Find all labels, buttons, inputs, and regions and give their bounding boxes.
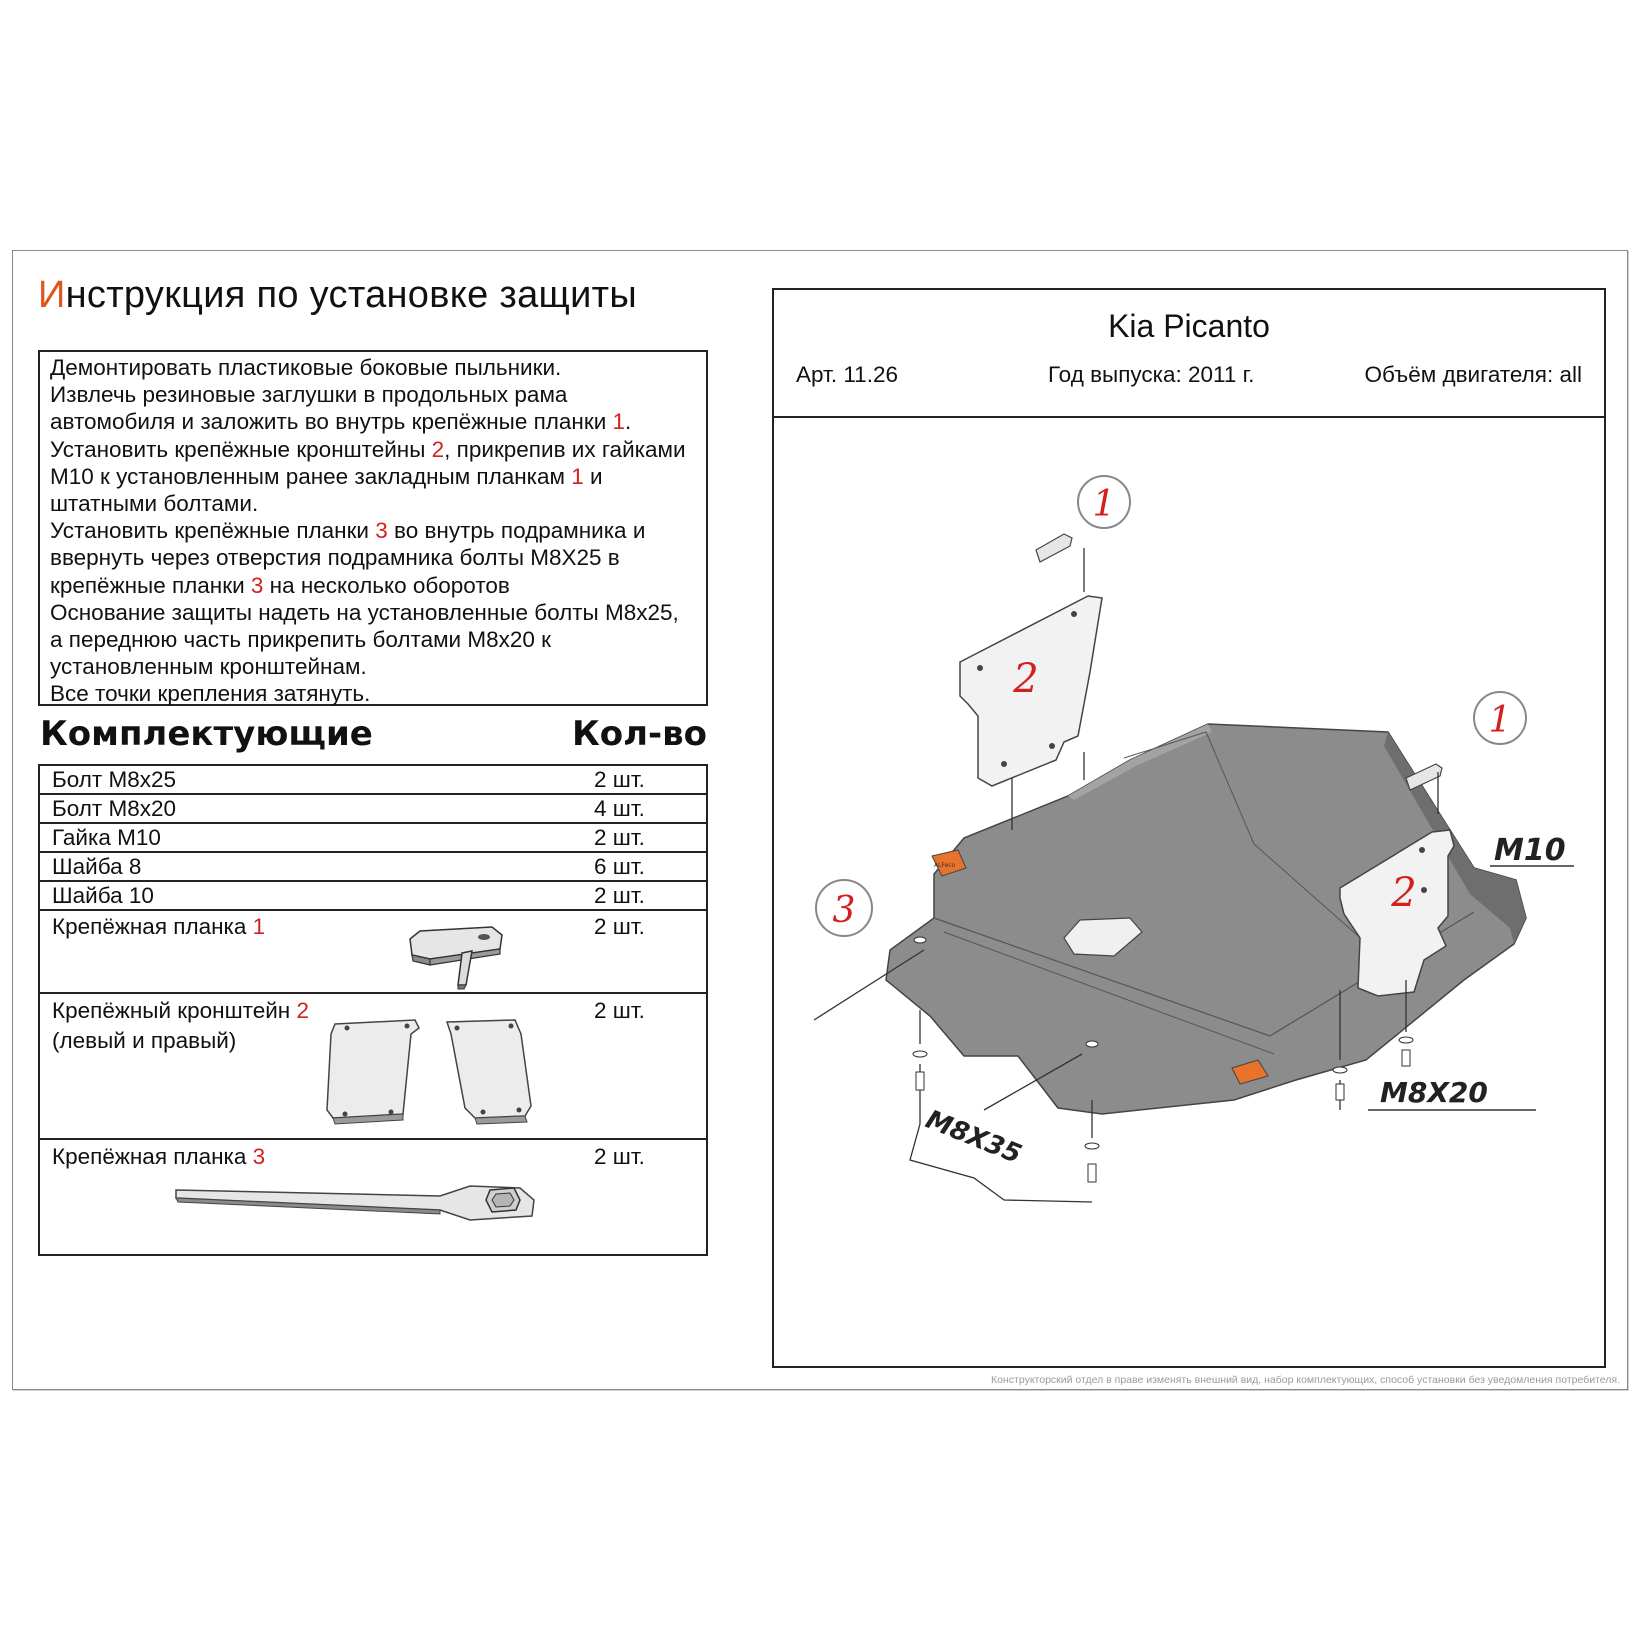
instructions-box (38, 350, 708, 706)
item-qty: 2 шт. (594, 914, 645, 939)
item-name: Крепёжная планка 3 (52, 1144, 266, 1169)
instruction-line: Установить крепёжные планки 3 во внутрь подрамника и (50, 518, 646, 544)
item-name: Шайба 8 (52, 854, 142, 879)
item-qty: 4 шт. (594, 796, 645, 821)
assembly-diagram (774, 420, 1604, 1366)
item-name: Крепёжная планка 1 (52, 914, 266, 939)
logo-text: ALFeco (934, 862, 956, 869)
title-first-letter: И (38, 274, 66, 316)
table-row (40, 911, 706, 994)
item-name: Гайка М10 (52, 825, 161, 850)
table-row (40, 824, 706, 853)
table-row (40, 994, 706, 1140)
instruction-line: Все точки крепления затянуть. (50, 681, 371, 707)
model-year: Год выпуска: 2011 г. (1048, 362, 1255, 387)
table-row (40, 853, 706, 882)
product-header (774, 290, 1604, 418)
svg-text:1: 1 (1488, 700, 1512, 741)
engine-volume: Объём двигателя: all (1364, 362, 1582, 387)
instruction-line: ввернуть через отверстия подрамника болты М8Х25 в (50, 545, 620, 571)
instruction-line: Демонтировать пластиковые боковые пыльники. (50, 355, 562, 380)
item-name: Болт М8х20 (52, 796, 177, 821)
item-name: Болт М8х25 (52, 767, 177, 792)
kit-header: Комплектующие (40, 714, 373, 754)
svg-text:3: 3 (832, 890, 856, 931)
diagram-panel (772, 288, 1606, 1368)
instruction-line: штатными болтами. (50, 491, 259, 517)
callout-3 (816, 880, 872, 936)
table-row (40, 795, 706, 824)
car-model: Kia Picanto (1108, 308, 1270, 344)
disclaimer: Конструкторский отдел в праве изменять внешний вид, набор комплектующих, способ установки без уведомления потребителя. (991, 1374, 1620, 1386)
table-row (40, 766, 706, 795)
qty-header: Кол-во (572, 714, 708, 754)
table-row (40, 1140, 706, 1254)
callout-1-right (1474, 692, 1526, 744)
item-qty: 2 шт. (594, 1144, 645, 1169)
label-m10: M10 (1494, 833, 1566, 868)
bracket-2-illustration (315, 1014, 565, 1132)
callout-2-left: 2 (1013, 656, 1039, 702)
item-qty: 2 шт. (594, 825, 645, 850)
item-qty: 6 шт. (594, 854, 645, 879)
instruction-line: а переднюю часть прикрепить болтами М8х20 к (50, 627, 551, 653)
label-m8x20: M8X20 (1380, 1076, 1488, 1109)
kit-table (38, 764, 708, 1256)
article-number: Арт. 11.26 (796, 362, 898, 387)
item-qty: 2 шт. (594, 883, 645, 908)
instruction-line: автомобиля и заложить во внутрь крепёжные планки 1. (50, 409, 632, 435)
plate-3-illustration (170, 1174, 560, 1234)
instruction-line: установленным кронштейнам. (50, 654, 367, 680)
item-name: Шайба 10 (52, 883, 154, 908)
title-rest: нструкция по установке защиты (65, 274, 637, 316)
item-qty: 2 шт. (594, 998, 645, 1023)
plate-1-illustration (400, 919, 540, 991)
instruction-line: крепёжные планки 3 на несколько оборотов (50, 572, 510, 598)
plate-1-top (1036, 534, 1072, 562)
item-name-2: (левый и правый) (52, 1028, 237, 1053)
instruction-line: Установить крепёжные кронштейны 2, прикрепив их гайками (50, 436, 686, 462)
instruction-line: Основание защиты надеть на установленные болты М8х25, (50, 599, 679, 625)
item-name: Крепёжный кронштейн 2 (52, 998, 309, 1023)
callout-1-top (1078, 476, 1130, 528)
instruction-line: М10 к установленным ранее закладным планкам 1 и (50, 463, 603, 489)
label-m8x35: M8X35 (921, 1104, 1026, 1171)
svg-text:1: 1 (1092, 484, 1116, 525)
page-title (38, 274, 637, 317)
instruction-line: Извлечь резиновые заглушки в продольных рама (50, 382, 568, 408)
table-row (40, 882, 706, 911)
item-qty: 2 шт. (594, 767, 645, 792)
callout-2-right: 2 (1391, 870, 1417, 916)
